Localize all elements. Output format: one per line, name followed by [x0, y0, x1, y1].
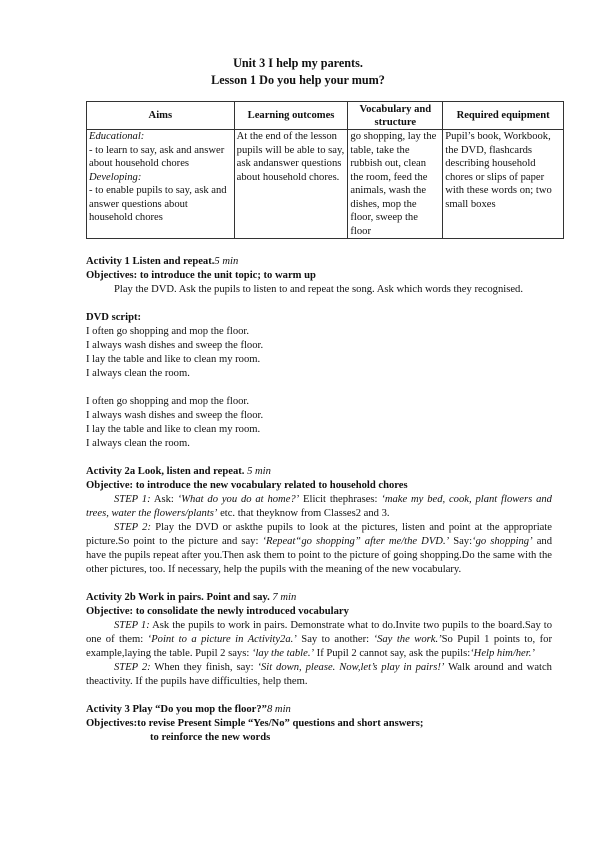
activity-2b-step-1 — [86, 619, 552, 661]
educational-label: Educational: — [89, 131, 145, 142]
activity-2b-heading — [86, 591, 552, 605]
verse-line: I often go shopping and mop the floor. — [86, 396, 250, 407]
unit-title: Unit 3 I help my parents. — [233, 56, 363, 70]
table-header-row — [87, 102, 564, 130]
activity-heading-text: Activity 2a Look, listen and repeat. — [86, 466, 245, 477]
activity-3-objective: Objectives:to revise Present Simple “Yes/No” questions and short answers; — [86, 718, 424, 729]
step-text: Say: — [449, 536, 473, 547]
activity-1-text: Play the DVD. Ask the pupils to listen to and repeat the song. Ask which words they recognised. — [114, 284, 523, 295]
step-text: If Pupil 2 cannot say, ask the pupils: — [314, 648, 471, 659]
developing-text: - to enable pupils to say, ask and answer questions about household chores — [89, 185, 227, 223]
outcomes-cell: At the end of the lesson pupils will be able to say, ask andanswer questions about household chores. — [234, 130, 348, 239]
activity-2b-step-2 — [86, 661, 552, 689]
table-row — [87, 130, 564, 239]
header-outcomes: Learning outcomes — [234, 102, 348, 130]
step-quote: ‘Point to a picture in Activity2a.’ — [147, 634, 297, 645]
step-quote: ‘lay the table.’ — [251, 648, 315, 659]
activity-1-objective: Objectives: to introduce the unit topic; to warm up — [86, 270, 316, 281]
header-equipment: Required equipment — [443, 102, 564, 130]
step-text: Elicit thephrases: — [299, 494, 382, 505]
activity-time: 7 min — [272, 592, 297, 603]
verse-line: I always wash dishes and sweep the floor. — [86, 410, 264, 421]
step-quote: ‘What do you do at home?’ — [177, 494, 300, 505]
lesson-plan-table — [86, 101, 564, 239]
developing-label: Developing: — [89, 171, 142, 183]
verse-line: I always wash dishes and sweep the floor. — [86, 340, 264, 351]
document-title — [0, 55, 596, 89]
step-text: and have the pupils repeat after you.Then ask them to point to the picture of going shopping.Do the same with the other pictures, too. If necessary, help the pupils with the meaning of the new vocabulary. — [86, 536, 552, 575]
activity-2a-step-1 — [86, 493, 552, 521]
activity-3-objective-cont: to reinforce the new words — [150, 732, 271, 743]
step-quote: ‘Help him/her.’ — [470, 648, 535, 659]
step-text: Play the DVD or askthe pupils to look at the pictures, listen and point at the appropriate picture.So point to the picture and say: — [86, 522, 553, 547]
header-vocab: Vocabulary and structure — [348, 102, 443, 130]
activity-2a-step-2 — [86, 521, 552, 577]
verse-line: I lay the table and like to clean my room. — [86, 354, 261, 365]
activity-2a-heading — [86, 465, 552, 479]
lesson-title: Lesson 1 Do you help your mum? — [211, 73, 385, 87]
step-label: STEP 1: — [114, 620, 150, 631]
aims-cell — [87, 130, 235, 239]
activity-time: 5 min — [214, 256, 239, 267]
step-text: So Pupil 1 points to, for example,laying the table. Pupil 2 says: — [86, 634, 552, 659]
step-text: Say to another: — [296, 634, 374, 645]
header-aims: Aims — [87, 102, 235, 130]
step-text: Ask the pupils to work in pairs. Demonstrate what to do.Invite two pupils to the board.Say to one of them: — [86, 620, 552, 645]
activity-3-heading — [86, 703, 552, 717]
step-quote: ‘go shopping’ — [472, 536, 533, 547]
dvd-script-heading: DVD script: — [86, 312, 142, 323]
vocab-cell: go shopping, lay the table, take the rubbish out, clean the room, feed the animals, wash the dishes, mop the floor, sweep the floor — [348, 130, 443, 239]
step-quote: ‘make my bed, cook, plant flowers and trees, water the flowers/plants’ — [86, 494, 552, 519]
educational-text: - to learn to say, ask and answer about household chores — [89, 144, 225, 169]
verse-line: I often go shopping and mop the floor. — [86, 326, 250, 337]
step-text: Ask: — [150, 494, 178, 505]
activity-2b-objective: Objective: to consolidate the newly introduced vocabulary — [86, 606, 349, 617]
step-text: Walk around and watch theactivity. If the pupils have difficulties, help them. — [86, 662, 552, 687]
step-quote: ‘Say the work.’ — [373, 634, 442, 645]
step-quote: ‘Sit down, please. Now,let’s play in pairs!’ — [257, 662, 445, 673]
activity-2a-objective: Objective: to introduce the new vocabulary related to household chores — [86, 480, 408, 491]
step-text: etc. that theyknow from Classes2 and 3. — [217, 508, 390, 519]
step-label: STEP 2: — [114, 662, 151, 673]
activity-1-heading — [86, 255, 552, 269]
activity-heading-text: Activity 2b Work in pairs. Point and say. — [86, 592, 270, 603]
verse-line: I always clean the room. — [86, 438, 190, 449]
lesson-body — [86, 255, 552, 745]
activity-time: 8 min — [266, 704, 291, 715]
step-label: STEP 2: — [114, 522, 151, 533]
step-quote: ‘Repeat“go shopping” after me/the DVD.’ — [262, 536, 450, 547]
verse-line: I always clean the room. — [86, 368, 190, 379]
verse-line: I lay the table and like to clean my room. — [86, 424, 261, 435]
step-text: When they finish, say: — [150, 662, 258, 673]
activity-heading-text: Activity 3 Play “Do you mop the floor?” — [86, 704, 267, 715]
equipment-cell: Pupil’s book, Workbook, the DVD, flashcards describing household chores or slips of paper with these words on; two small boxes — [443, 130, 564, 239]
activity-time: 5 min — [247, 466, 271, 477]
step-label: STEP 1: — [114, 494, 151, 505]
activity-heading-text: Activity 1 Listen and repeat. — [86, 256, 215, 267]
